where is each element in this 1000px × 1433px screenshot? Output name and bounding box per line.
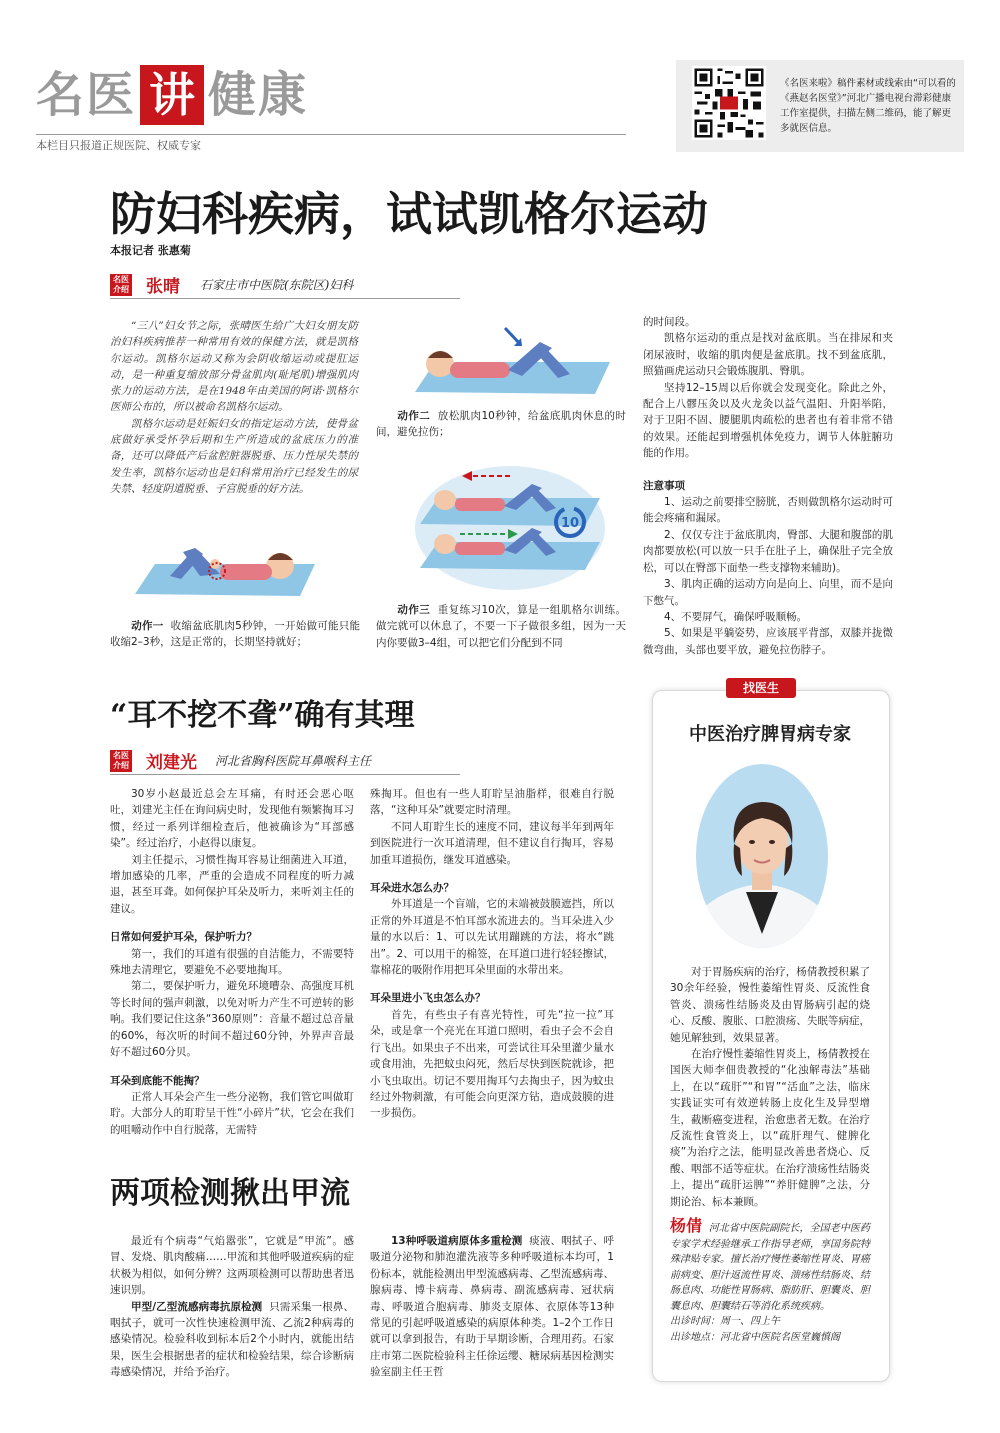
- article1-para: 的时间段。: [643, 316, 696, 328]
- article2-para: 正常人耳朵会产生一些分泌物，我们管它叫做耵聍。大部分人的耵聍呈干性“小碎片”状，它会在我们的咀嚼动作中自行脱落，无需特: [110, 1090, 354, 1136]
- article2-para: 殊掏耳。但也有一些人耵聍呈油脂样，很难自行脱落，“这种耳朵”就要定时清理。: [370, 788, 614, 817]
- note-item: 2、仅仅专注于盆底肌肉，臀部、大腿和腹部的肌肉都要放松(可以放一只手在肚子上，确保肚子完全放松，可以在臀部下面垫一些支撑物来辅助)。: [643, 528, 893, 574]
- note-item: 1、运动之前要排空膀胱，否则做凯格尔运动时可能会疼痛和漏尿。: [643, 496, 893, 525]
- masthead-subtitle: 本栏目只报道正规医院、权威专家: [36, 134, 626, 153]
- find-doctor-bio-block: [670, 1218, 870, 1345]
- article2-subhead: 耳朵里进小飞虫怎么办？: [370, 992, 486, 1005]
- qr-caption: 《名医来啦》稿件素材或线索由“可以看的《燕赵名医堂》”河北广播电视台滞彩健康工作室提供，扫描左侧二维码，能了解更多就医信息。: [780, 78, 956, 134]
- find-doctor-name: 杨倩: [670, 1216, 703, 1235]
- article2-headline: “耳不挖不聋”确有其理: [110, 698, 415, 733]
- article2-para: 第一，我们的耳道有很强的自洁能力，不需要特殊地去清理它，要避免不必要地掏耳。: [110, 947, 354, 977]
- article2-doctor-hospital: 河北省胸科医院耳鼻喉科主任: [215, 754, 372, 768]
- doctor-intro-badge: 名医介绍: [110, 750, 132, 772]
- article1-para: 坚持12–15周以后你就会发现变化。除此之外，配合上八髎压灸以及火龙灸以益气温阳、升阳举陷，对于卫阳不固、腰腿肌肉疏松的患者也有着非常不错的效果。还能起到增强机体免疫力，调节人体脏腑功能的作用。: [643, 381, 893, 460]
- article2-para: 30岁小赵最近总会左耳痛，有时还会恶心呕吐，刘建光主任在询问病史时，发现他有频繁掏耳习惯，经过一系列详细检查后，他被确诊为“耳部感染”。经过治疗，小赵得以康复。: [110, 788, 354, 850]
- step1-caption: [110, 618, 360, 651]
- step3-caption: [376, 602, 626, 651]
- find-doctor-para: 对于胃肠疾病的治疗，杨倩教授积累了30余年经验，慢性萎缩性胃炎、反流性食管炎、溃疡性结肠炎及由胃肠病引起的烧心、反酸、腹胀、口腔溃疡、失眠等病症，她见解独到，效果显著。: [670, 966, 870, 1044]
- find-doctor-hours: 出诊时间：周一、四上午: [670, 1316, 780, 1327]
- article3-para: 痰液、咽拭子、呼吸道分泌物和肺泡灌洗液等多种呼吸道标本均可，1份标本，就能检测出甲型流感病毒、乙型流感病毒、腺病毒、博卡病毒、鼻病毒、副流感病毒、冠状病毒、呼吸道合胞病毒、肺炎支原体、衣原体等13种常见的引起呼吸道感染的病原体种类。1–2个工作日就可以拿到报告，有助于早期诊断，合理用药。石家庄市第二医院检验科主任徐运缨、糖尿病基因检测实验室副主任王哲: [370, 1235, 614, 1379]
- article1-intro: [110, 318, 358, 497]
- article1-right-column: [643, 314, 893, 658]
- article2-subhead: 耳朵进水怎么办？: [370, 882, 454, 895]
- article3-para: 最近有个病毒“气焰嚣张”，它就是“甲流”。感冒、发烧、肌肉酸痛……甲流和其他呼吸道疾病的症状极为相似，如何分辨？这两项检测可以帮助患者迅速识别。: [110, 1235, 354, 1297]
- step3-label: 动作三: [397, 604, 431, 616]
- article2-para: 刘主任提示，习惯性掏耳容易让细菌进入耳道，增加感染的几率，严重的会造成不同程度的听力减退，甚至耳聋。如何保护耳朵及听力，来听刘主任的建议。: [110, 853, 354, 915]
- note-item: 4、不要屏气，确保呼吸顺畅。: [664, 610, 808, 623]
- article2-doctor-name: 刘建光: [146, 753, 197, 773]
- article3-col2: [370, 1233, 614, 1381]
- masthead-title-right: 健康: [208, 67, 309, 123]
- exercise-figure-1: [125, 524, 325, 604]
- article1-headline: 防妇科疾病，试试凯格尔运动: [110, 187, 708, 241]
- find-doctor-para: 在治疗慢性萎缩性胃炎上，杨倩教授在国医大师李佃贵教授的“化浊解毒法”基础上，在以“疏肝”“和胃”“活血”之法，临床实践证实可有效逆转肠上皮化生及异型增生，截断癌变进程，治愈患者无数。在治疗反流性食管炎上，以“疏肝理气、健脾化痰”为治疗之法，能明显改善患者烧心、反酸、咽部不适等症状。在治疗溃疡性结肠炎上，提出“疏肝运脾”“养肝健脾”之法，分期论治、标本兼顾。: [670, 1048, 870, 1208]
- article2-col1: [110, 786, 354, 1138]
- step3-text: 重复练习10次，算是一组肌格尔训练。做完就可以休息了，不要一下子做很多组，因为一天内你要做3–4组，可以把它们分配到不同: [376, 604, 626, 649]
- doctor-intro-badge: 名医介绍: [110, 274, 132, 296]
- find-doctor-bio: 河北省中医院副院长，全国老中医药专家学术经验继承工作指导老师，享国务院特殊津贴专家。擅长治疗慢性萎缩性胃炎、胃癌前病变、胆汁返流性胃炎、溃疡性结肠炎、结肠息肉、功能性胃肠病、脂肪肝、胆囊炎、胆囊息肉、胆囊结石等消化系统疾病。: [670, 1223, 870, 1312]
- article3-col1: [110, 1233, 354, 1381]
- notes-title: 注意事项: [643, 479, 685, 492]
- article2-col2: [370, 786, 614, 1122]
- doctor-portrait: [696, 764, 828, 948]
- article3-subhead: 甲型/乙型流感病毒抗原检测: [131, 1300, 263, 1313]
- note-item: 3、肌肉正确的运动方向是向上、向里，而不是向下憋气。: [643, 578, 893, 607]
- find-doctor-badge: 找医生: [726, 678, 796, 698]
- note-item: 5、如果是平躺姿势，应该展平背部，双膝并拢微微弯曲，头部也要平放，避免拉伤脖子。: [643, 627, 893, 656]
- article3-para: 只需采集一根鼻、咽拭子，就可一次性快速检测甲流、乙流2种病毒的感染情况。检验科收到标本后2个小时内，就能出结果，医生会根据患者的症状和检验结果，综合诊断病毒感染情况，并给予治疗。: [110, 1300, 354, 1379]
- step2-label: 动作二: [397, 410, 431, 422]
- article2-para: 首先，有些虫子有喜光特性，可先“拉一拉”耳朵，或是拿一个亮光在耳道口照明，看虫子会不会自行飞出。如果虫子不出来，可尝试往耳朵里灌少量水或食用油，先把蚊虫闷死，然后尽快到医院就诊，把小飞虫取出。切记不要用掏耳勺去掏虫子，因为蚊虫经过外物刺激，有可能会向更深方钻，造成鼓膜的进一步损伤。: [370, 1008, 614, 1120]
- step1-label: 动作一: [131, 620, 164, 632]
- fig3-repeat-number: 10: [560, 516, 580, 531]
- article2-rule: [110, 774, 460, 775]
- masthead-title: [36, 60, 308, 130]
- qr-code-icon[interactable]: [692, 66, 766, 140]
- article1-para: 凯格尔运动的重点是找对盆底肌。当在排尿和夹闭尿液时，收缩的肌肉便是盆底肌。找不到盆底肌，照猫画虎运动只会锻炼腹肌、臀肌。: [643, 332, 893, 378]
- article3-subhead: 13种呼吸道病原体多重检测: [391, 1235, 523, 1247]
- article1-intro-para: “三八”妇女节之际，张晴医生给广大妇女朋友防治妇科疾病推荐一种常用有效的保健方法，就是凯格尔运动。凯格尔运动又称为会阴收缩运动或提肛运动，是一种重复缩放部分骨盆肌肉(耻尾肌)增强肌肉张力的运动方法，是在1948年由美国的阿诺·凯格尔医师公布的，所以被命名凯格尔运动。: [110, 320, 358, 414]
- article2-subhead: 日常如何爱护耳朵，保护听力？: [110, 931, 257, 944]
- masthead-title-left: 名医: [36, 67, 137, 123]
- article2-para: 外耳道是一个盲端，它的末端被鼓膜遮挡，所以正常的外耳道是不怕耳部水流进去的。当耳朵进入少量的水以后：1、可以先试用蹦跳的方法，将水“跳出”。2、可以用干的棉签，在耳道口进行轻轻擦试，靠棉花的吸附作用把耳朵里面的水带出来。: [370, 898, 614, 977]
- find-doctor-title: 中医治疗脾胃病专家: [689, 724, 851, 745]
- article1-byline: 本报记者 张惠菊: [110, 244, 191, 257]
- article1-doctor-name: 张晴: [146, 277, 180, 297]
- find-doctor-body: [670, 964, 870, 1210]
- masthead-title-red: 讲: [140, 65, 204, 125]
- article2-subhead: 耳朵到底能不能掏？: [110, 1074, 205, 1087]
- article2-para: 不同人耵聍生长的速度不同，建议每半年到两年到医院进行一次耳道清理，但不建议自行掏耳，容易加重耳道损伤，继发耳道感染。: [370, 820, 614, 866]
- article2-para: 第二，要保护听力，避免环境嘈杂、高强度耳机等长时间的强声刺激，以免对听力产生不可逆转的影响。我们要记住这条“360原则”：音量不超过总音量的60%，每次听的时间不超过60分钟，外界声音最好不超过60分贝。: [110, 980, 354, 1059]
- article1-rule: [110, 298, 460, 299]
- find-doctor-location: 出诊地点：河北省中医院名医堂巍慎阁: [670, 1331, 840, 1343]
- article1-doctor-hospital: 石家庄市中医院(东院区)妇科: [200, 278, 354, 292]
- exercise-figure-2: [400, 320, 620, 400]
- step1-text: 收缩盆底肌肉5秒钟，一开始做可能只能收缩2–3秒，这是正常的，长期坚持就好；: [110, 620, 360, 649]
- exercise-figure-3: [400, 462, 620, 592]
- step2-text: 放松肌肉10秒钟，给盆底肌肉休息的时间，避免拉伤；: [376, 410, 626, 439]
- step2-caption: [376, 408, 626, 441]
- article1-intro-para: 凯格尔运动是妊娠妇女的指定运动方法，使骨盆底做好承受怀孕后期和生产所造成的盆底压力的准备，还可以降低产后盆腔脏器脱垂、压力性尿失禁的发生率，凯格尔运动也是妇科常用治疗已经发生的尿失禁、轻度阴道脱垂、子宫脱垂的好方法。: [110, 417, 358, 495]
- article3-headline: 两项检测揪出甲流: [110, 1176, 350, 1211]
